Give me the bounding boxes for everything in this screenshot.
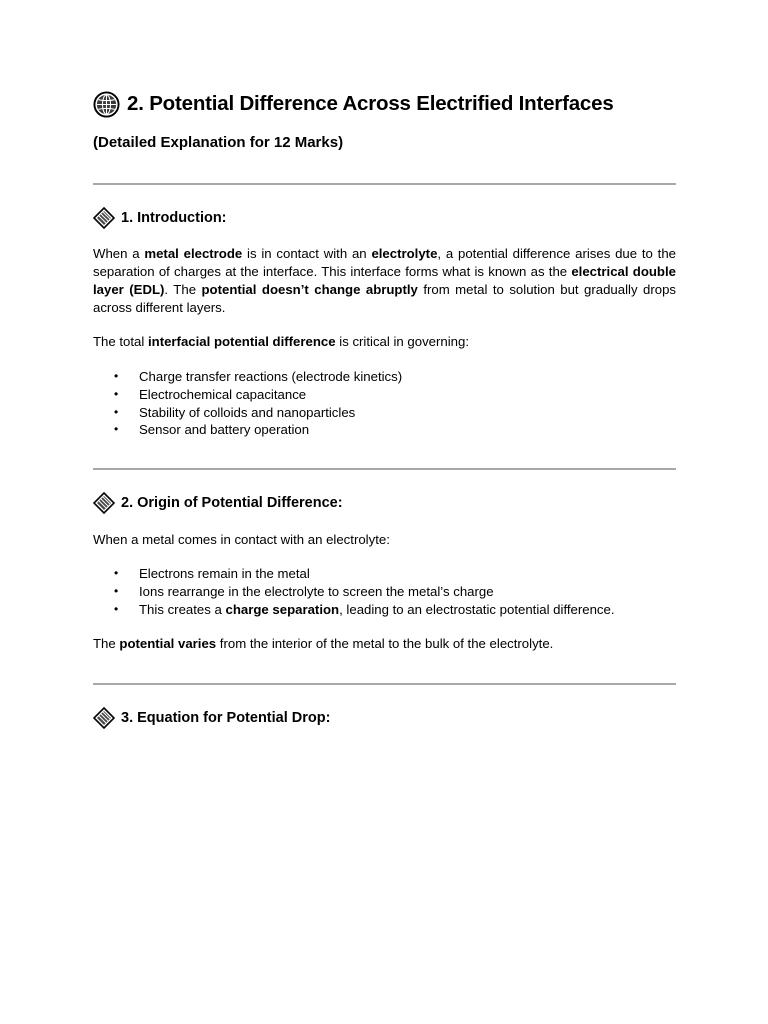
intro-paragraph — [93, 245, 676, 317]
governing-bold-term: interfacial potential difference — [147, 334, 336, 349]
list-item: • Ions rearrange in the electrolyte to screen the metal’s charge — [93, 583, 676, 601]
closing-text: from the interior of the metal to the bulk of the electrolyte. — [216, 636, 554, 651]
list-item: • Charge transfer reactions (electrode kinetics) — [93, 368, 676, 386]
divider — [93, 683, 676, 685]
list-item: • Sensor and battery operation — [93, 421, 676, 439]
list-item: • Stability of colloids and nanoparticles — [93, 404, 676, 422]
governing-bullet-list — [93, 368, 676, 439]
intro-text: When a — [93, 246, 145, 261]
diamond-icon — [93, 707, 115, 729]
intro-bold-term: electrical double layer (EDL) — [93, 264, 676, 297]
list-item: • Electrons remain in the metal — [93, 565, 676, 583]
divider — [93, 183, 676, 185]
origin-closing-paragraph — [93, 635, 676, 653]
document-title-row — [93, 89, 614, 119]
section-heading-text: 1. Introduction: — [121, 210, 227, 226]
section-heading-text: 2. Origin of Potential Difference: — [121, 495, 343, 511]
diamond-icon — [93, 207, 115, 229]
globe-icon — [93, 91, 120, 118]
intro-bold-term: potential doesn’t change abruptly — [201, 282, 418, 297]
section-heading-equation — [93, 707, 330, 729]
governing-text: The total — [93, 334, 148, 349]
intro-bold-term: electrolyte — [371, 246, 438, 261]
page-subtitle: (Detailed Explanation for 12 Marks) — [93, 134, 344, 151]
origin-bullet-list — [93, 565, 676, 618]
intro-bold-term: metal electrode — [144, 246, 243, 261]
page-title: 2. Potential Difference Across Electrified Interfaces — [127, 92, 614, 115]
section-heading-origin — [93, 492, 343, 514]
list-item: • Electrochemical capacitance — [93, 386, 676, 404]
intro-text: from metal to solution but gradually drops across different layers. — [93, 282, 676, 315]
closing-bold-term: potential varies — [119, 636, 217, 651]
governing-paragraph — [93, 333, 676, 351]
origin-lead-paragraph: When a metal comes in contact with an electrolyte: — [93, 532, 390, 547]
bullet-text: , leading to an electrostatic potential difference. — [339, 601, 615, 617]
closing-text: The — [93, 636, 120, 651]
bullet-text: This creates a — [139, 601, 226, 617]
intro-text: is in contact with an — [242, 246, 372, 261]
list-item — [93, 601, 676, 619]
section-heading-introduction — [93, 207, 227, 229]
intro-text: . The — [164, 282, 202, 297]
section-heading-text: 3. Equation for Potential Drop: — [121, 710, 331, 726]
diamond-icon — [93, 492, 115, 514]
intro-text: , a potential difference arises due to the separation of charges at the interface. This interface forms what is known as the — [93, 246, 676, 279]
divider — [93, 468, 676, 470]
bullet-bold-term: charge separation — [225, 601, 340, 617]
governing-text: is critical in governing: — [335, 334, 469, 349]
